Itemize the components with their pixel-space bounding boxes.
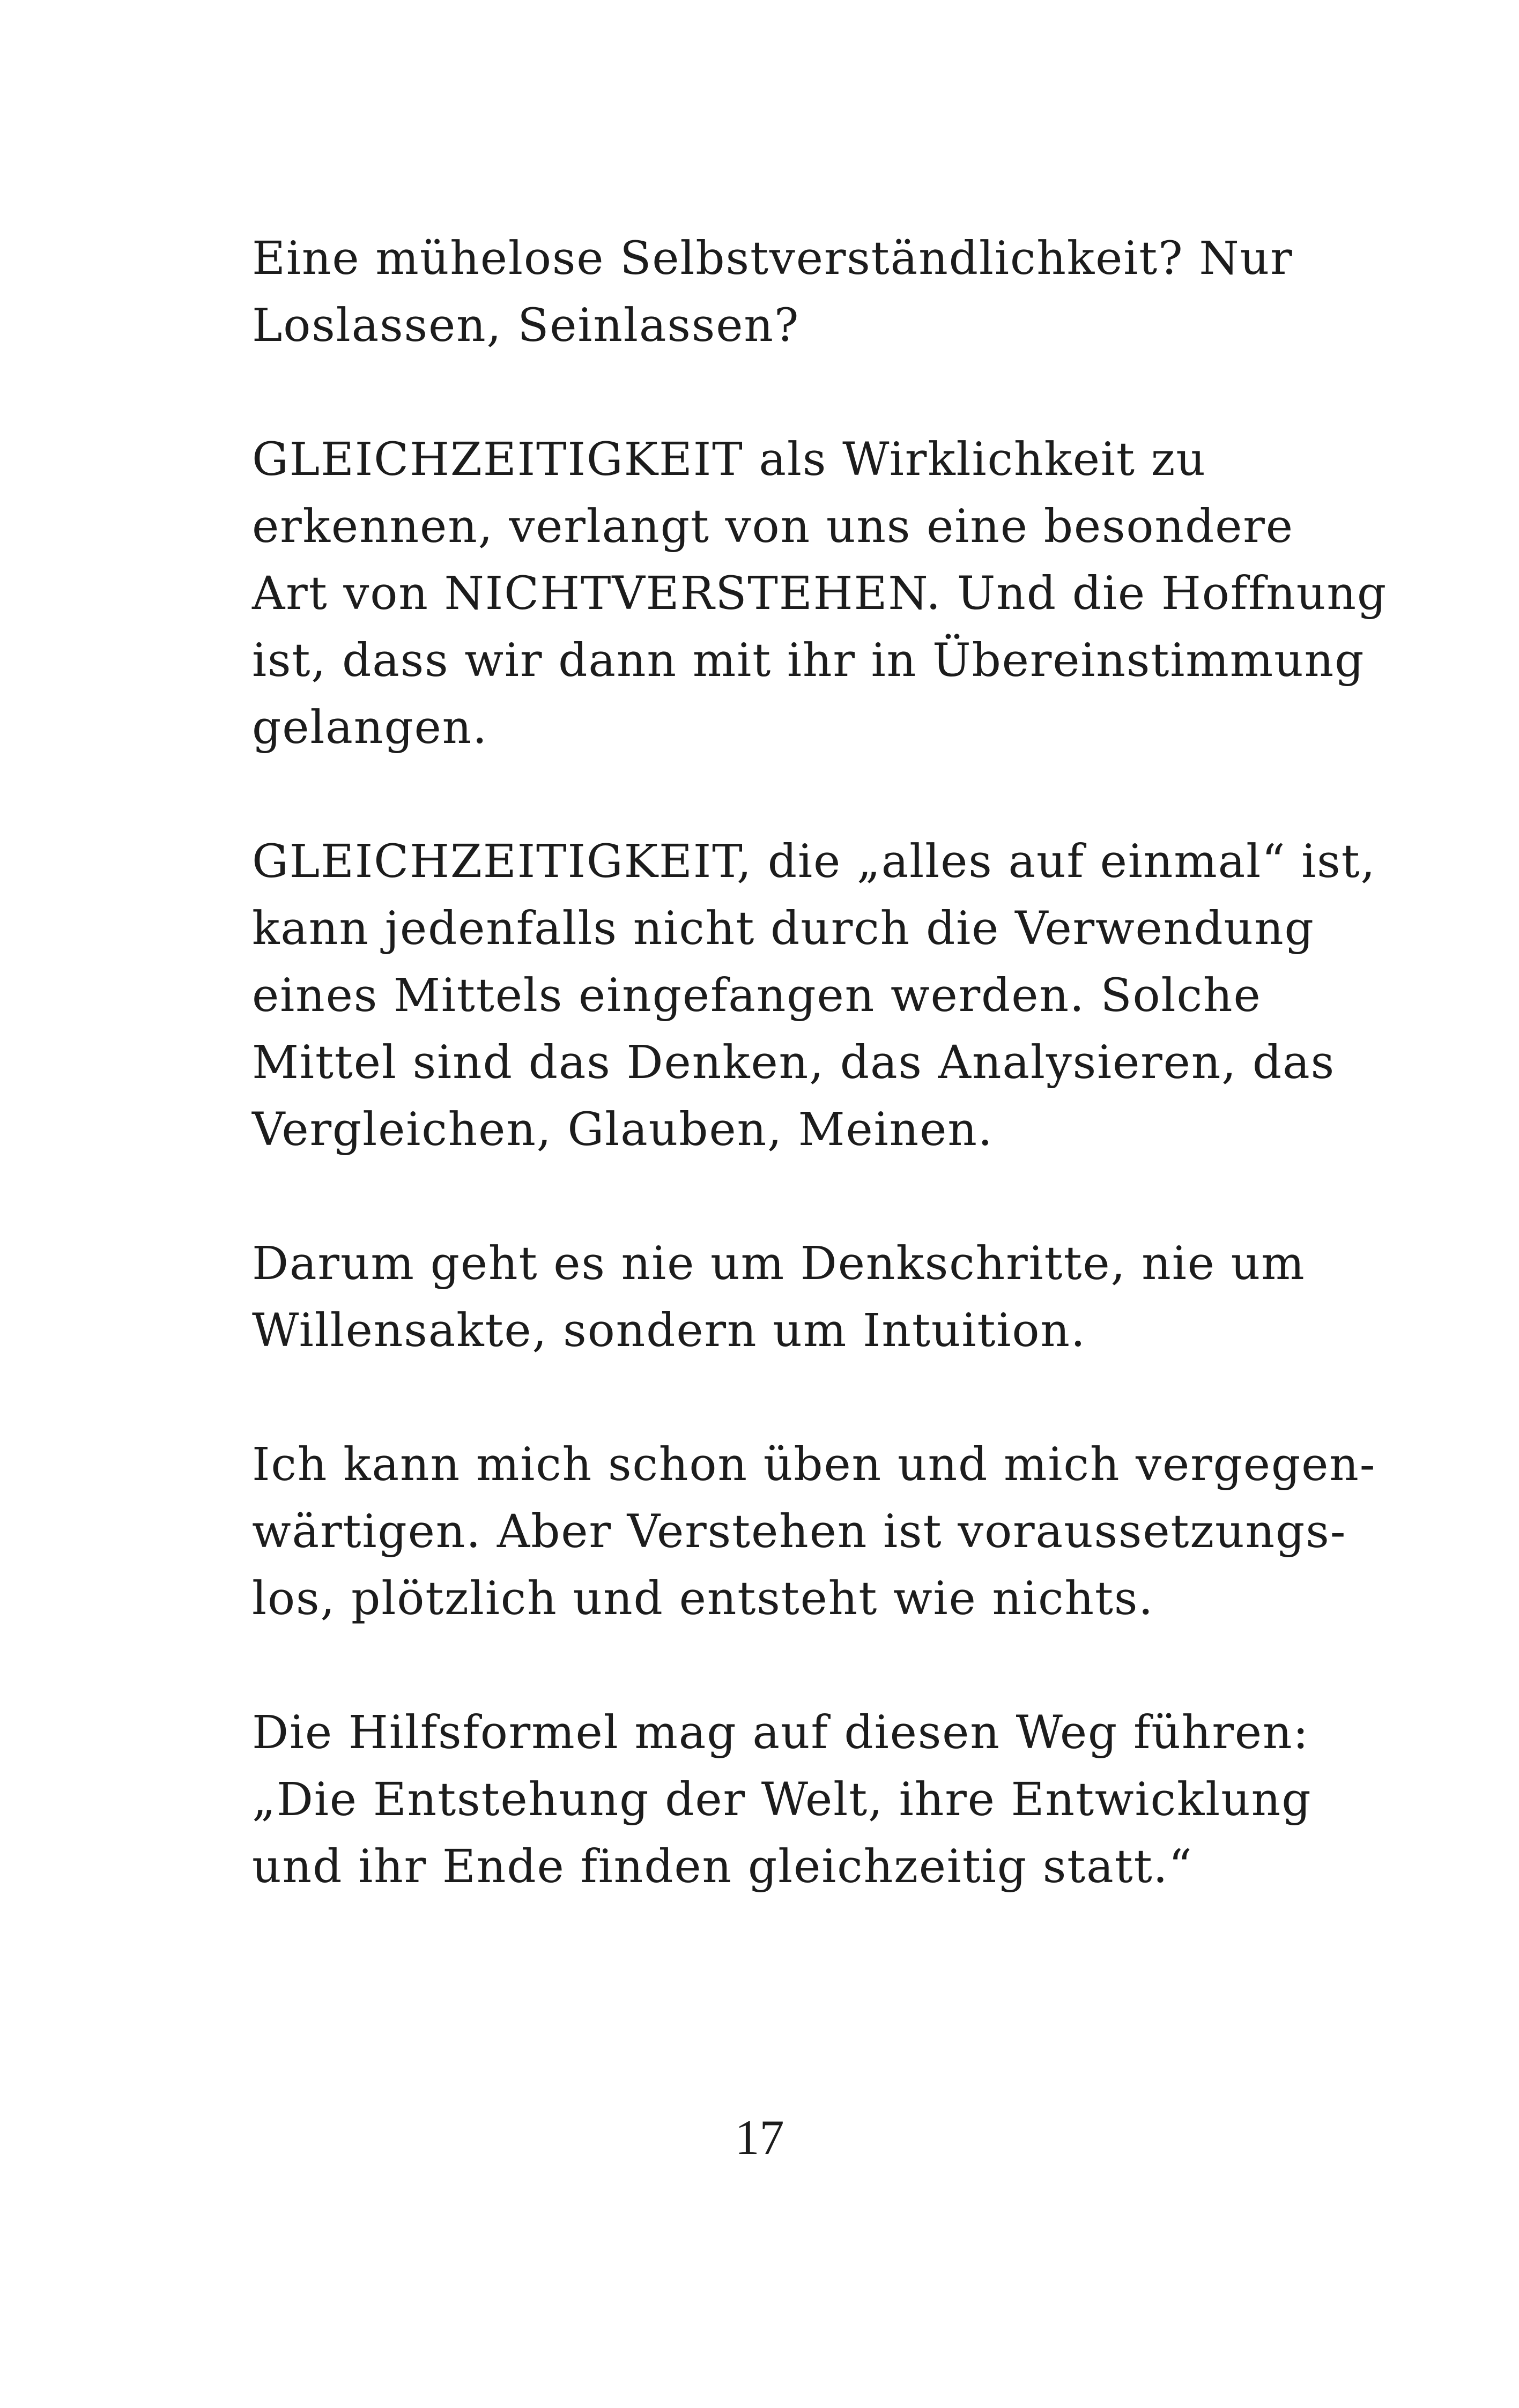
body-text xyxy=(252,225,1388,1967)
text-line: kann jedenfalls nicht durch die Verwendung xyxy=(252,902,1315,955)
text-line: Art von NICHTVERSTEHEN. Und die Hoffnung xyxy=(252,567,1388,620)
text-line: Eine mühelose Selbstverständlichkeit? Nur xyxy=(252,232,1293,285)
text-line: Mittel sind das Denken, das Analysieren, das xyxy=(252,1036,1336,1089)
text-line: Die Hilfsformel mag auf diesen Weg führen: xyxy=(252,1706,1309,1759)
text-line: Ich kann mich schon üben und mich vergegen- xyxy=(252,1438,1376,1491)
paragraph-1 xyxy=(252,225,1303,359)
text-line: eines Mittels eingefangen werden. Solche xyxy=(252,969,1262,1022)
text-line: Loslassen, Seinlassen? xyxy=(252,299,800,352)
text-line: Darum geht es nie um Denkschritte, nie um xyxy=(252,1237,1306,1290)
text-line: erkennen, verlangt von uns eine besondere xyxy=(252,500,1294,553)
text-line: „Die Entstehung der Welt, ihre Entwicklung xyxy=(252,1773,1312,1826)
text-line: ist, dass wir dann mit ihr in Übereinstimmung xyxy=(252,634,1365,687)
text-line: GLEICHZEITIGKEIT als Wirklichkeit zu xyxy=(252,433,1206,486)
text-line: los, plötzlich und entsteht wie nichts. xyxy=(252,1572,1154,1625)
text-line: gelangen. xyxy=(252,701,488,754)
text-line: Vergleichen, Glauben, Meinen. xyxy=(252,1103,994,1156)
paragraph-6 xyxy=(252,1699,1312,1900)
text-line: Willensakte, sondern um Intuition. xyxy=(252,1304,1086,1357)
text-line: wärtigen. Aber Verstehen ist voraussetzungs- xyxy=(252,1505,1347,1558)
page-number: 17 xyxy=(735,2110,784,2165)
text-line: GLEICHZEITIGKEIT, die „alles auf einmal“ ist, xyxy=(252,835,1376,888)
paragraph-5 xyxy=(252,1431,1376,1632)
text-line: und ihr Ende finden gleichzeitig statt.“ xyxy=(252,1840,1193,1893)
paragraph-4 xyxy=(252,1230,1306,1364)
paragraph-3 xyxy=(252,828,1376,1163)
paragraph-2 xyxy=(252,426,1388,761)
